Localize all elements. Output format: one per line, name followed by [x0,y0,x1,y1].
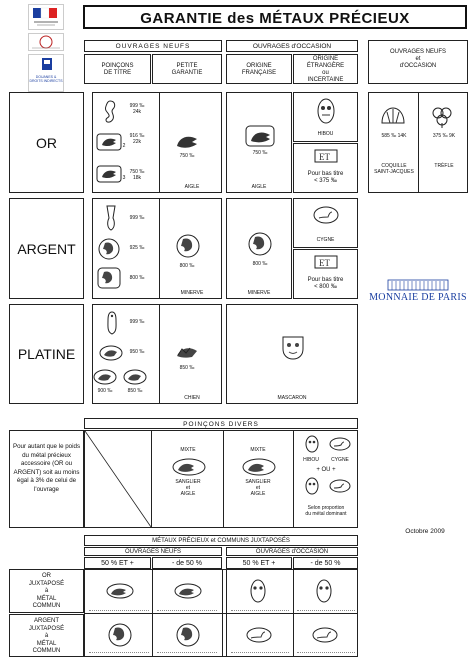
boar-eagle-mark [171,457,207,477]
juxt-header: MÉTAUX PRÉCIEUX et COMMUNS JUXTAPOSÉS [84,535,358,546]
swan-icon [329,479,351,493]
row-argent-used-foreign-low: ET Pour bas titre < 800 ‰ [293,249,358,299]
juxt-grid [84,569,358,657]
page-title: GARANTIE des MÉTAUX PRÉCIEUX [140,10,410,27]
header-maker-marks: POINÇONS DE TITRE [84,54,151,84]
row-or-used-foreign-low: ET Pour bas titre < 375 ‰ [293,143,358,193]
row-platine-new: 999 ‰ 950 ‰ 900 ‰ 850 ‰ 850 ‰ CHIEN [92,304,222,404]
juxt-pct-d: - de 50 % [293,557,358,569]
owl-icon [305,435,319,453]
juxt-pct-c: 50 % ET + [226,557,292,569]
row-argent-label: ARGENT [9,198,84,299]
juxt-new-header: OUVRAGES NEUFS [84,547,222,556]
monnaie-de-paris-logo [366,278,470,306]
header-new-and-used: OUVRAGES NEUFS et d'OCCASION [368,40,468,84]
douane-logo-text: DOUANES & DROITS INDIRECTS [29,75,63,83]
et-mark-icon [314,255,338,269]
row-or-used-french: 750 ‰ AIGLE [226,92,292,193]
dog-head-icon [173,343,201,361]
eagle-head-mark [96,133,122,151]
owl-icon [249,578,267,604]
header-small-guarantee: PETITE GARANTIE [152,54,222,84]
row-platine-label: PLATINE [9,304,84,404]
row-or-used-foreign: HIBOU [293,92,358,142]
juxt-row-argent-label: ARGENT JUXTAPOSÉ à MÉTAL COMMUN [9,614,84,657]
row-argent-used-foreign: CYGNE [293,198,358,248]
misc-header: POINÇONS DIVERS [84,418,358,429]
juxt-row-or-label: OR JUXTAPOSÉ à MÉTAL COMMUN [9,569,84,613]
owl-icon [305,477,319,495]
vase-icon [103,204,119,232]
minerva-head-icon [107,622,133,648]
flag-icon [29,5,63,29]
dog-head-icon [93,369,117,385]
owl-icon [316,97,336,125]
header-french-origin: ORIGINE FRANÇAISE [226,54,292,84]
minerva-head-icon [175,233,201,259]
owl-icon [315,578,333,604]
swan-icon [311,626,339,644]
shell-icon [379,105,407,127]
minerva-head-icon [97,237,121,261]
row-argent-used-french: 800 ‰ MINERVE [226,198,292,299]
seahorse-icon [101,99,119,127]
svg-text:ET: ET [319,258,330,268]
building-icon [366,278,470,292]
misc-marks: MIXTE SANGLIER et AIGLE MIXTE SANGLIER et AIGLE HIBOU CYGNE + OU + Selon proportion du métal dominant [84,430,358,528]
juxt-pct-b: - de 50 % [152,557,222,569]
penguin-icon [105,310,119,336]
monnaie-de-paris-text: MONNAIE DE PARIS [369,292,467,303]
eagle-head-mark [105,582,135,600]
juxt-used-header: OUVRAGES d'OCCASION [226,547,358,556]
misc-text-box: Pour autant que le poids du métal précieux accessoire (OR ou ARGENT) soit au moins égal à 3% de celui de l'ouvrage [9,430,84,528]
republic-logo [28,4,64,30]
et-mark-icon [314,149,338,163]
eagle-head-icon [173,131,201,151]
diagonal-line [85,431,151,527]
date-text: Octobre 2009 [405,528,445,535]
eagle-head-mark [96,165,122,183]
swan-icon [329,437,351,451]
header-used-works: OUVRAGES d'OCCASION [226,40,358,52]
seal-logo [28,33,64,51]
minerva-head-icon [97,267,121,289]
eagle-head-icon [245,125,275,147]
dog-head-icon [123,369,147,385]
boar-eagle-mark [241,457,277,477]
mascaron-icon [279,333,307,361]
svg-text:ET: ET [319,152,330,162]
swan-icon [312,205,340,225]
header-foreign-origin: ORIGINE ÉTRANGÈRE ou INCERTAINE [293,54,358,84]
row-or-new: 999 ‰ 24k 2 916 ‰ 22k 3 750 ‰ 18k 750 ‰ AIGLE [92,92,222,193]
minerva-head-icon [247,231,273,257]
swan-icon [245,626,273,644]
juxt-pct-a: 50 % ET + [84,557,151,569]
row-or-label: OR [9,92,84,193]
title-box [83,5,467,29]
minerva-head-icon [175,622,201,648]
row-argent-new: 999 ‰ 925 ‰ 800 ‰ 800 ‰ MINERVE [92,198,222,299]
clover-icon [429,105,455,129]
douane-logo [28,54,64,92]
eagle-head-mark [173,582,203,600]
row-or-both: 585 ‰ 14K COQUILLE SAINT-JACQUES 375 ‰ 9K TRÈFLE [368,92,468,193]
dog-head-icon [99,345,123,361]
row-platine-used: MASCARON [226,304,358,404]
header-new-works: OUVRAGES NEUFS [84,40,222,52]
